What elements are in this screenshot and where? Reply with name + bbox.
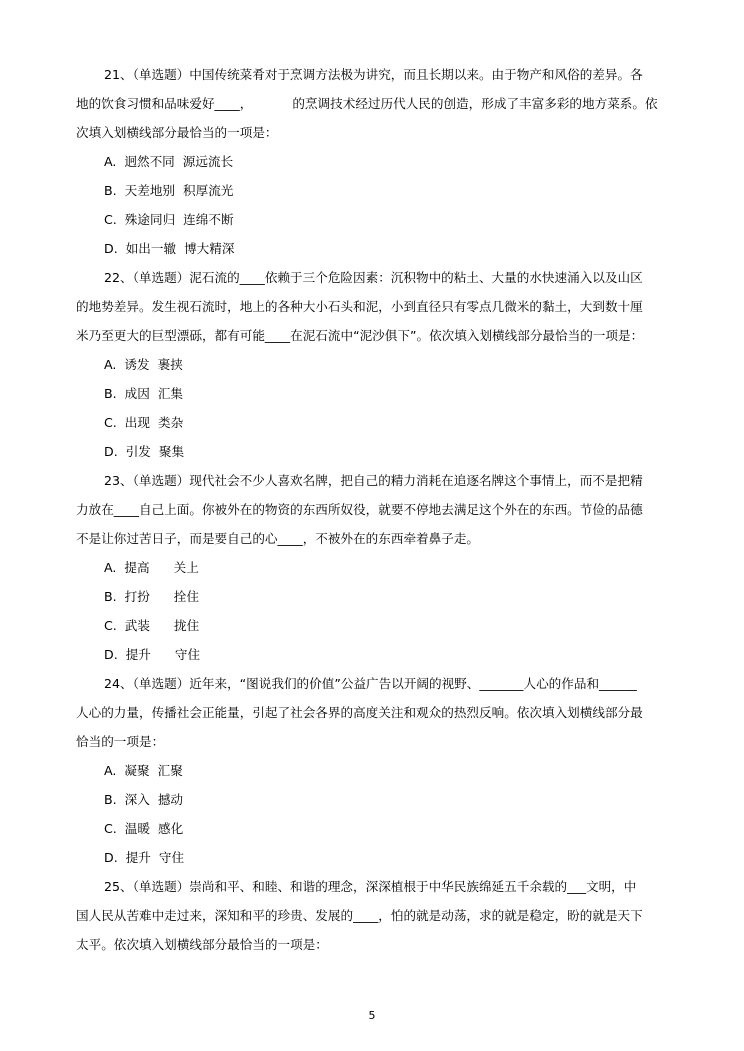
q23-option-b: B. 打扮 拴住 xyxy=(104,589,200,604)
q23-line-1: 23、（单选题）现代社会不少人喜欢名牌，把自己的精力消耗在追逐名牌这个事情上，而不是把精 xyxy=(104,473,643,488)
q25-line-1: 25、（单选题）崇尚和平、和睦、和谐的理念，深深植根于中华民族绵延五千余载的___文明，中 xyxy=(104,879,637,894)
q25-line-3: 太平。依次填入划横线部分最恰当的一项是： xyxy=(76,937,328,952)
q22-line-3: 米乃至更大的巨型漂砾，都有可能____在泥石流中“泥沙俱下”。依次填入划横线部分最恰当的一项是： xyxy=(76,328,644,343)
page-number: 5 xyxy=(368,1009,376,1022)
q21-option-c: C. 殊途同归 连绵不断 xyxy=(104,212,234,227)
q23-option-c: C. 武装 拢住 xyxy=(104,618,200,633)
q24-option-d: D. 提升 守住 xyxy=(104,850,185,865)
q24-line-1: 24、（单选题）近年来，“图说我们的价值”公益广告以开阔的视野、_______人心的作品和______ xyxy=(104,676,637,691)
q24-line-3: 恰当的一项是： xyxy=(76,734,165,749)
q24-option-a: A. 凝聚 汇聚 xyxy=(104,763,183,778)
q25-line-2: 国人民从苦难中走过来，深知和平的珍贵、发展的____，怕的就是动荡，求的就是稳定，盼的就是天下 xyxy=(76,908,643,923)
q22-option-c: C. 出现 类杂 xyxy=(104,415,184,430)
q21-option-a: A. 迥然不同 源远流长 xyxy=(104,154,234,169)
q22-option-d: D. 引发 聚集 xyxy=(104,444,185,459)
q21-line-3: 次填入划横线部分最恰当的一项是： xyxy=(76,125,278,140)
q22-option-b: B. 成因 汇集 xyxy=(104,386,184,401)
q22-line-2: 的地势差异。发生视石流时，地上的各种大小石头和泥，小到直径只有零点几微米的黏土，大到数十厘 xyxy=(76,299,643,314)
q23-line-2: 力放在____自己上面。你被外在的物资的东西所奴役，就要不停地去满足这个外在的东西。节俭的品德 xyxy=(76,502,643,517)
q23-option-d: D. 提升 守住 xyxy=(104,647,201,662)
q21-line-1: 21、（单选题）中国传统菜肴对于烹调方法极为讲究，而且长期以来。由于物产和风俗的差异。各 xyxy=(104,67,643,82)
q24-option-c: C. 温暖 感化 xyxy=(104,821,184,836)
q21-option-b: B. 天差地别 积厚流光 xyxy=(104,183,234,198)
q24-option-b: B. 深入 撼动 xyxy=(104,792,184,807)
q23-line-3: 不是让你过苦日子，而是要自己的心____，不被外在的东西牵着鼻子走。 xyxy=(76,531,479,546)
q22-option-a: A. 诱发 裹挟 xyxy=(104,357,183,372)
q21-option-d: D. 如出一辙 博大精深 xyxy=(104,241,235,256)
q21-line-2: 地的饮食习惯和品味爱好____， 的烹调技术经过历代人民的创造，形成了丰富多彩的地方菜系。依 xyxy=(76,96,658,111)
q24-line-2: 人心的力量，传播社会正能量，引起了社会各界的高度关注和观众的热烈反响。依次填入划横线部分最 xyxy=(76,705,643,720)
q22-line-1: 22、（单选题）泥石流的____依赖于三个危险因素：沉积物中的粘土、大量的水快速涌入以及山区 xyxy=(104,270,643,285)
q23-option-a: A. 提高 关上 xyxy=(104,560,199,575)
